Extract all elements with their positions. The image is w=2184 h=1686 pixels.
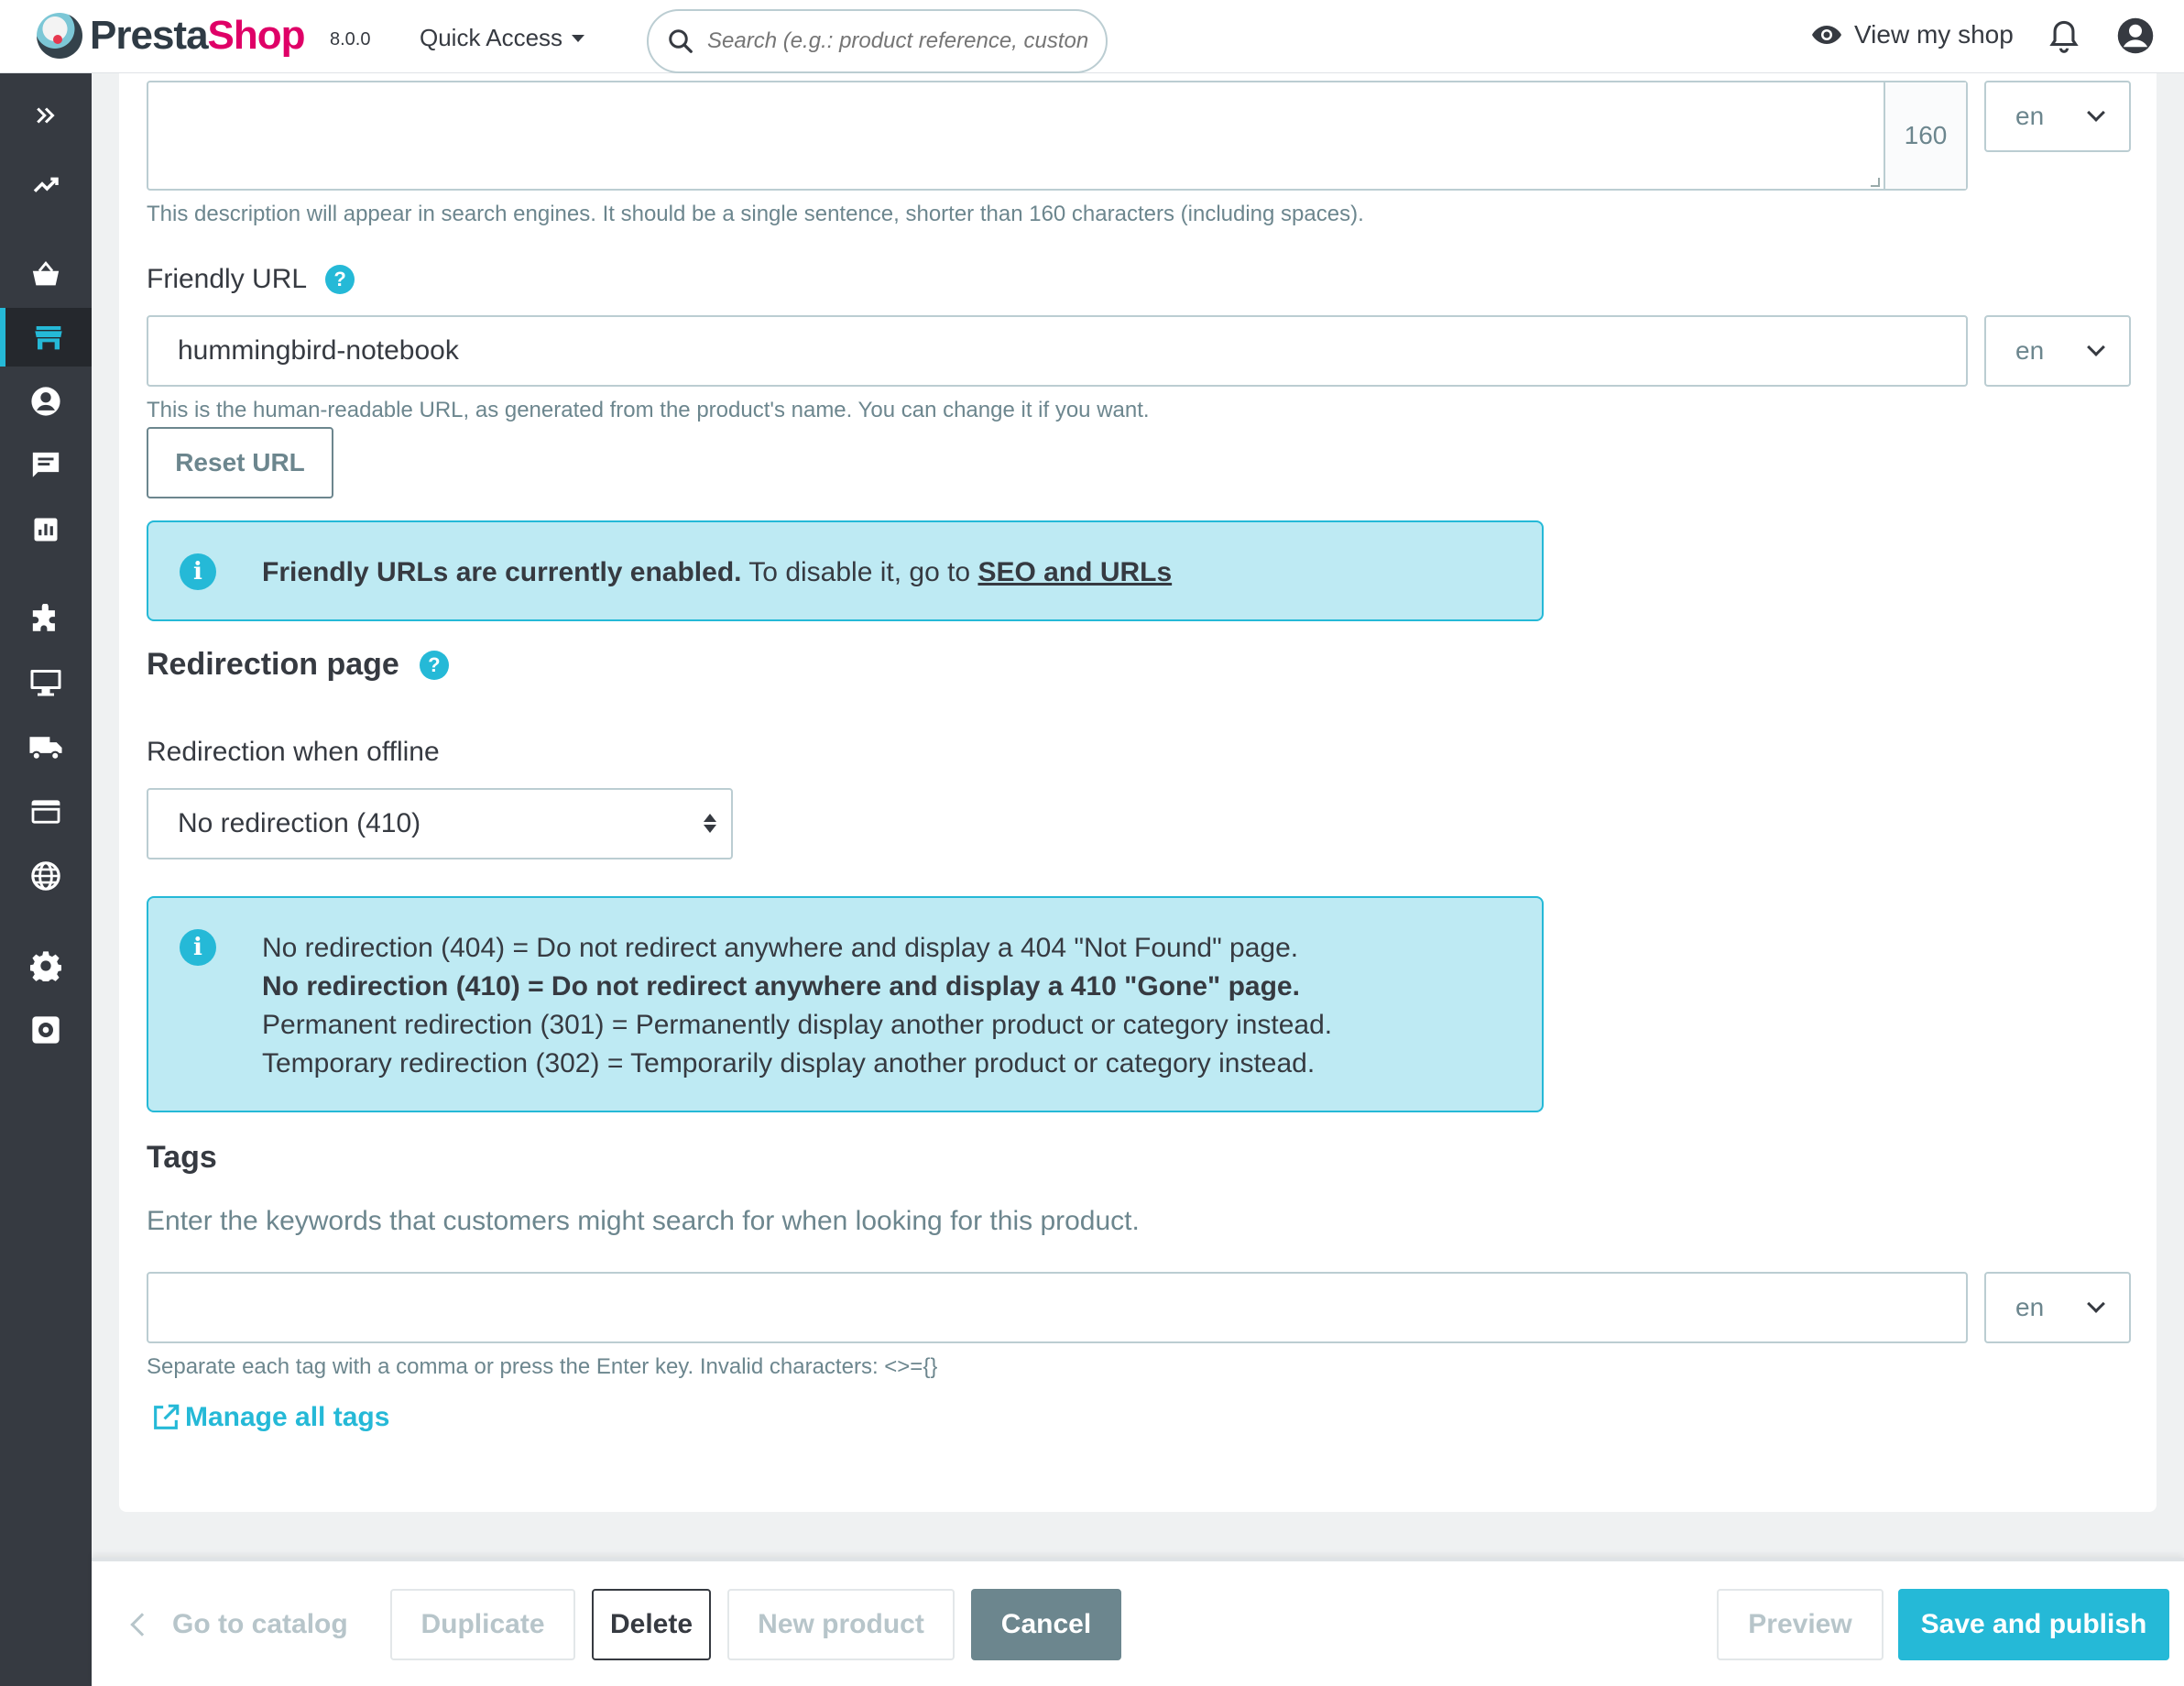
language-label: en [2015, 102, 2045, 130]
info-icon: i [180, 553, 216, 590]
info-line-410: No redirection (410) = Do not redirect anywhere and display a 410 "Gone" page. [262, 971, 1300, 1002]
settings-gear-icon[interactable] [0, 936, 92, 995]
catalog-store-icon[interactable] [0, 308, 92, 367]
modules-puzzle-icon[interactable] [0, 590, 92, 649]
logo-text-shop: Shop [207, 13, 305, 58]
alert-text: To disable it, go to [741, 557, 978, 587]
payment-card-icon[interactable] [0, 783, 92, 841]
resize-handle-icon[interactable] [1871, 178, 1880, 187]
search-bar[interactable] [647, 9, 1108, 73]
tags-input[interactable] [147, 1272, 1968, 1343]
friendly-url-input[interactable] [147, 315, 1968, 387]
meta-description-language-dropdown[interactable] [1984, 81, 2131, 152]
view-shop-label: View my shop [1854, 20, 2014, 49]
version-label: 8.0.0 [330, 29, 371, 49]
language-label: en [2015, 1293, 2045, 1321]
tags-title-text: Tags [147, 1140, 217, 1175]
redirection-type-select[interactable] [147, 788, 733, 859]
language-label: en [2015, 336, 2045, 365]
messages-icon[interactable] [0, 436, 92, 495]
help-question-icon[interactable]: ? [420, 651, 449, 680]
logo-icon [37, 13, 82, 59]
friendly-url-value: hummingbird-notebook [178, 335, 459, 366]
advanced-settings-icon[interactable] [0, 1001, 92, 1059]
info-line-301: Permanent redirection (301) = Permanently display another product or category instead. [262, 1010, 1333, 1040]
external-link-icon [150, 1402, 181, 1433]
friendly-url-label-text: Friendly URL [147, 264, 308, 294]
delete-button[interactable]: Delete [592, 1589, 711, 1660]
redirection-section-title [147, 647, 449, 683]
customers-icon[interactable] [0, 372, 92, 431]
manage-all-tags-link[interactable] [150, 1402, 389, 1433]
redirection-offline-label [147, 737, 440, 768]
alert-bold-text: Friendly URLs are currently enabled. [262, 557, 742, 587]
new-product-button[interactable]: New product [727, 1589, 955, 1660]
top-header [0, 0, 2184, 73]
help-question-icon[interactable]: ? [325, 265, 355, 294]
character-counter: 160 [1884, 82, 1966, 189]
selected-redirection: No redirection (410) [178, 808, 421, 838]
user-account-icon[interactable] [2116, 16, 2155, 60]
meta-description-textarea[interactable] [147, 81, 1968, 191]
sidebar-nav [0, 73, 92, 1686]
tags-help: Separate each tag with a comma or press the Enter key. Invalid characters: <>={} [147, 1354, 938, 1379]
chevron-down-icon [2087, 104, 2105, 122]
chevron-down-icon [2087, 1295, 2105, 1313]
friendly-url-label [147, 264, 355, 295]
cancel-button[interactable]: Cancel [971, 1589, 1121, 1660]
select-arrows-icon [704, 814, 716, 833]
expand-icon[interactable] [0, 86, 92, 145]
product-footer-bar [92, 1558, 2184, 1686]
redirection-offline-label-text: Redirection when offline [147, 737, 440, 767]
seo-and-urls-link[interactable]: SEO and URLs [977, 557, 1173, 587]
info-line-404: No redirection (404) = Do not redirect anywhere and display a 404 "Not Found" page. [262, 933, 1299, 963]
info-icon: i [180, 929, 216, 966]
quick-access-label: Quick Access [420, 24, 563, 51]
logo-text-presta: Presta [90, 13, 208, 58]
tags-description: Enter the keywords that customers might search for when looking for this product. [147, 1206, 1140, 1236]
international-globe-icon[interactable] [0, 847, 92, 905]
tags-language-dropdown[interactable] [1984, 1272, 2131, 1343]
notifications-bell-icon[interactable] [2048, 18, 2080, 60]
duplicate-button[interactable]: Duplicate [390, 1589, 575, 1660]
redirection-title-text: Redirection page [147, 647, 399, 682]
shipping-truck-icon[interactable] [0, 718, 92, 777]
manage-all-tags-label: Manage all tags [185, 1402, 390, 1432]
info-line-302: Temporary redirection (302) = Temporarily display another product or category instead. [262, 1048, 1316, 1078]
design-monitor-icon[interactable] [0, 654, 92, 713]
chevron-left-icon [130, 1613, 153, 1636]
chevron-down-icon [2087, 338, 2105, 356]
friendly-url-info-alert [147, 520, 1544, 621]
dashboard-trend-icon[interactable] [0, 156, 92, 214]
eye-icon [1810, 24, 1843, 46]
friendly-url-language-dropdown[interactable] [1984, 315, 2131, 387]
tags-section-title [147, 1140, 217, 1176]
friendly-url-help: This is the human-readable URL, as generated from the product's name. You can change it if you want. [147, 398, 1150, 422]
save-and-publish-button[interactable]: Save and publish [1898, 1589, 2169, 1660]
go-to-catalog-label: Go to catalog [172, 1609, 348, 1639]
prestashop-logo[interactable] [37, 13, 305, 59]
search-icon [667, 27, 694, 55]
go-to-catalog-button[interactable] [134, 1589, 348, 1660]
stats-icon[interactable] [0, 500, 92, 559]
reset-url-button[interactable]: Reset URL [147, 427, 333, 498]
caret-down-icon [572, 35, 584, 42]
redirection-info-alert [147, 896, 1544, 1112]
meta-description-help: This description will appear in search engines. It should be a single sentence, shorter than 160 characters (including spaces). [147, 202, 1364, 226]
quick-access-dropdown[interactable] [420, 24, 584, 52]
orders-basket-icon[interactable] [0, 246, 92, 304]
search-input[interactable] [707, 28, 1092, 54]
view-my-shop-link[interactable] [1810, 20, 2014, 49]
preview-button[interactable]: Preview [1717, 1589, 1884, 1660]
